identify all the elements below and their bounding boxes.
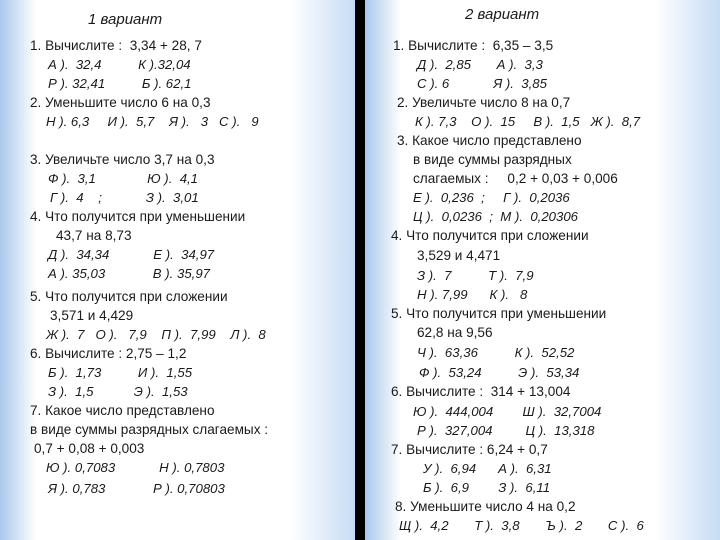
left-q1-question: 1. Вычислите : 3,34 + 28, 7 xyxy=(30,38,202,53)
left-q5-question-cont: 3,571 и 4,429 xyxy=(50,308,134,323)
right-q6-options-row1: Ю ). 444,004 Ш ). 32,7004 xyxy=(413,404,602,419)
right-q6-question: 6. Вычислите : 314 + 13,004 xyxy=(391,384,571,399)
left-q4-options-row1: Д ). 34,34 Е ). 34,97 xyxy=(48,247,215,262)
left-q3-options-row2: Г ). 4 ; З ). 3,01 xyxy=(50,190,199,205)
right-q6-options-row2: Р ). 327,004 Ц ). 13,318 xyxy=(417,423,595,438)
variant-1-column xyxy=(0,0,355,540)
left-q1-options-row1: А ). 32,4 К ).32,04 xyxy=(48,57,191,72)
right-q1-options-row2: С ). 6 Я ). 3,85 xyxy=(417,76,547,91)
right-q4-question-cont: 3,529 и 4,471 xyxy=(417,248,501,263)
right-q8-options: Щ ). 4,2 Т ). 3,8 Ъ ). 2 С ). 6 xyxy=(399,518,644,533)
right-q5-options-row1: Ч ). 63,36 К ). 52,52 xyxy=(417,345,575,360)
right-q7-question: 7. Вычислите : 6,24 + 0,7 xyxy=(391,442,548,457)
right-q7-options-row2: Б ). 6,9 З ). 6,11 xyxy=(423,480,551,495)
left-q7-question-cont: в виде суммы разрядных слагаемых : xyxy=(30,422,269,437)
right-q1-question: 1. Вычислите : 6,35 – 3,5 xyxy=(393,38,554,53)
left-q2-options: Н ). 6,3 И ). 5,7 Я ). 3 С ). 9 xyxy=(46,114,259,129)
right-q3-options-row1: Е ). 0,236 ; Г ). 0,2036 xyxy=(413,190,570,205)
left-q6-options-row1: Б ). 1,73 И ). 1,55 xyxy=(48,365,193,380)
column-divider xyxy=(355,0,365,540)
left-q6-options-row2: З ). 1,5 Э ). 1,53 xyxy=(48,384,188,399)
left-q5-question: 5. Что получится при сложении xyxy=(30,289,228,304)
right-q5-question-cont: 62,8 на 9,56 xyxy=(417,325,493,340)
variant-1-title: 1 вариант xyxy=(88,11,163,28)
right-q3-options-row2: Ц ). 0,0236 ; М ). 0,20306 xyxy=(413,209,578,224)
right-q2-options: К ). 7,3 О ). 15 В ). 1,5 Ж ). 8,7 xyxy=(415,114,641,129)
right-q2-question: 2. Увеличьте число 8 на 0,7 xyxy=(397,95,571,110)
left-q4-question-cont: 43,7 на 8,73 xyxy=(56,228,132,243)
left-q7-expression: 0,7 + 0,08 + 0,003 xyxy=(34,441,145,456)
right-q1-options-row1: Д ). 2,85 А ). 3,3 xyxy=(417,57,543,72)
right-q7-options-row1: У ). 6,94 А ). 6,31 xyxy=(423,461,552,476)
right-q3-question-cont2: слагаемых : 0,2 + 0,03 + 0,006 xyxy=(413,171,618,186)
right-q5-options-row2: Ф ). 53,24 Э ). 53,34 xyxy=(419,365,580,380)
left-q7-question: 7. Какое число представлено xyxy=(30,403,215,418)
right-q8-question: 8. Уменьшите число 4 на 0,2 xyxy=(395,499,576,514)
left-q6-question: 6. Вычислите : 2,75 – 1,2 xyxy=(30,346,187,361)
left-q4-options-row2: А ). 35,03 В ). 35,97 xyxy=(48,266,210,281)
left-q4-question: 4. Что получится при уменьшении xyxy=(30,209,246,224)
left-q3-question: 3. Увеличьте число 3,7 на 0,3 xyxy=(30,152,215,167)
left-q2-question: 2. Уменьшите число 6 на 0,3 xyxy=(30,95,211,110)
left-q7-options-row2: Я ). 0,783 Р ). 0,70803 xyxy=(48,481,225,496)
right-q3-question-cont1: в виде суммы разрядных xyxy=(413,152,572,167)
variant-2-title: 2 вариант xyxy=(465,6,540,23)
right-q4-options-row2: Н ). 7,99 К ). 8 xyxy=(417,287,528,302)
right-q4-question: 4. Что получится при сложении xyxy=(391,228,589,243)
right-q3-question: 3. Какое число представлено xyxy=(397,133,582,148)
left-q1-options-row2: Р ). 32,41 Б ). 62,1 xyxy=(48,76,192,91)
right-q5-question: 5. Что получится при уменьшении xyxy=(391,306,607,321)
left-q3-options-row1: Ф ). 3,1 Ю ). 4,1 xyxy=(48,171,199,186)
right-q4-options-row1: З ). 7 Т ). 7,9 xyxy=(417,268,534,283)
left-q7-options-row1: Ю ). 0,7083 Н ). 0,7803 xyxy=(46,460,225,475)
left-q5-options: Ж ). 7 О ). 7,9 П ). 7,99 Л ). 8 xyxy=(46,327,266,342)
variant-2-column xyxy=(365,0,720,540)
